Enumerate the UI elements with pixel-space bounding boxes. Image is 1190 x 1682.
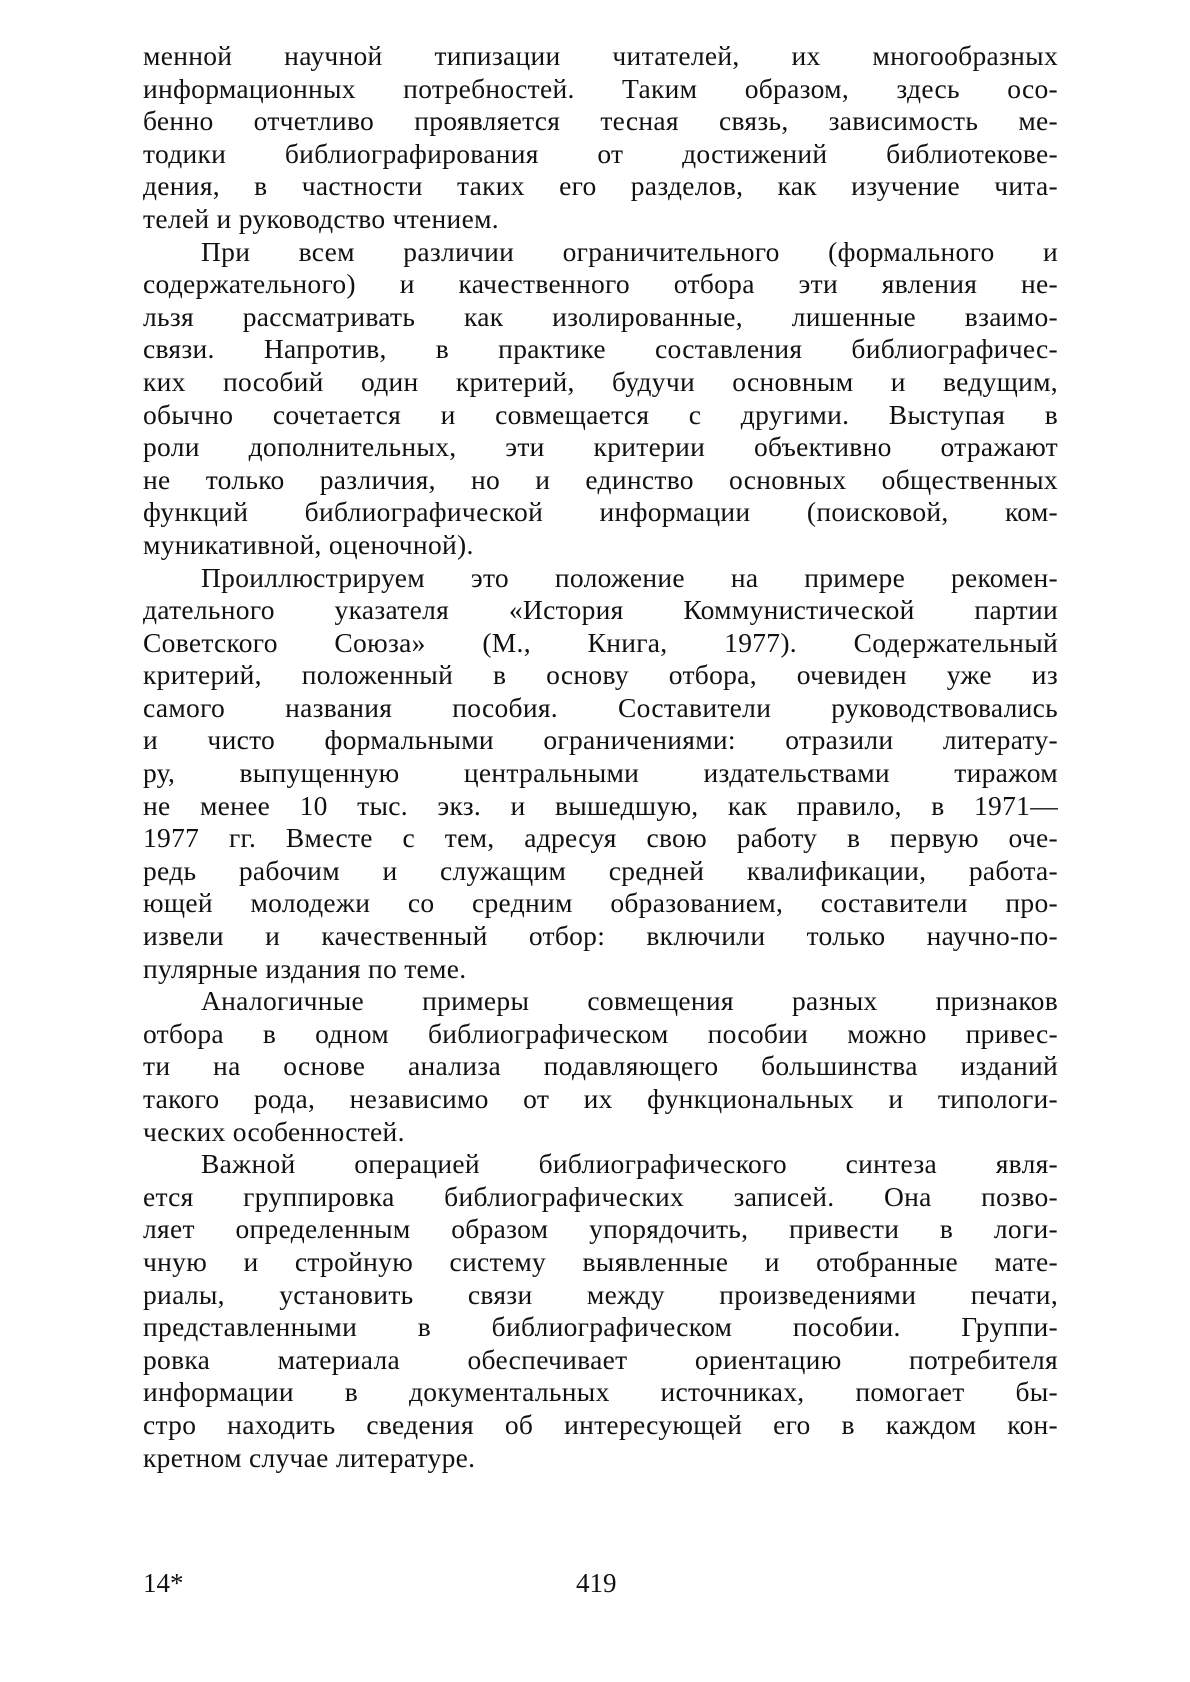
text-line: тодики библиографирования от достижений библиотекове- bbox=[143, 137, 1058, 169]
paragraph bbox=[143, 985, 1058, 1148]
signature-mark: 14* bbox=[143, 1568, 184, 1598]
page-number: 419 bbox=[576, 1568, 617, 1598]
text-line: дения, в частности таких его разделов, как изучение чита- bbox=[143, 170, 1058, 202]
text-line: ческих особенностей. bbox=[143, 1115, 405, 1147]
paragraph bbox=[143, 562, 1058, 986]
text-line: такого рода, независимо от их функциональных и типологи- bbox=[143, 1083, 1058, 1114]
text-line: роли дополнительных, эти критерии объективно отражают bbox=[143, 431, 1058, 463]
text-line: не только различия, но и единство основных общественных bbox=[143, 463, 1058, 495]
paragraph bbox=[143, 236, 1058, 562]
text-line: кретном случае литературе. bbox=[143, 1441, 476, 1473]
text-line: бенно отчетливо проявляется тесная связь, зависимость ме- bbox=[143, 105, 1058, 137]
text-line: Советского Союза» (М., Книга, 1977). Содержательный bbox=[143, 626, 1058, 658]
text-line: самого названия пособия. Составители руководствовались bbox=[143, 691, 1058, 723]
text-line: ру, выпущенную центральными издательствами тиражом bbox=[143, 757, 1058, 789]
text-line: менной научной типизации читателей, их многообразных bbox=[143, 40, 1058, 71]
text-line: и чисто формальными ограничениями: отразили литерату- bbox=[143, 724, 1058, 756]
text-line: Важной операцией библиографического синтеза явля- bbox=[201, 1148, 1058, 1180]
text-line: связи. Напротив, в практике составления библиографичес- bbox=[143, 333, 1058, 365]
paragraph bbox=[143, 40, 1058, 236]
text-line: ляет определенным образом упорядочить, привести в логи- bbox=[143, 1213, 1058, 1245]
text-line: дательного указателя «История Коммунистической партии bbox=[143, 594, 1058, 626]
text-line: извели и качественный отбор: включили только научно-по- bbox=[143, 920, 1058, 952]
text-line: ется группировка библиографических записей. Она позво- bbox=[143, 1180, 1058, 1212]
text-line: не менее 10 тыс. экз. и вышедшую, как правило, в 1971— bbox=[143, 789, 1058, 821]
text-line: льзя рассматривать как изолированные, лишенные взаимо- bbox=[143, 300, 1058, 332]
text-line: чную и стройную систему выявленные и отобранные мате- bbox=[143, 1245, 1058, 1277]
text-line: При всем различии ограничительного (формального и bbox=[201, 235, 1058, 267]
paragraph bbox=[143, 1148, 1058, 1474]
text-line: информационных потребностей. Таким образом, здесь осо- bbox=[143, 72, 1058, 104]
text-line: содержательного) и качественного отбора эти явления не- bbox=[143, 268, 1058, 300]
text-line: функций библиографической информации (поисковой, ком- bbox=[143, 496, 1058, 528]
text-line: редь рабочим и служащим средней квалификации, работа- bbox=[143, 854, 1058, 886]
text-line: муникативной, оценочной). bbox=[143, 528, 474, 560]
text-line: отбора в одном библиографическом пособии можно привес- bbox=[143, 1017, 1058, 1049]
body-text bbox=[143, 40, 1058, 1474]
text-line: представленными в библиографическом пособии. Группи- bbox=[143, 1311, 1058, 1343]
text-line: ти на основе анализа подавляющего большинства изданий bbox=[143, 1050, 1058, 1082]
text-line: ких пособий один критерий, будучи основным и ведущим, bbox=[143, 365, 1058, 397]
text-line: информации в документальных источниках, помогает бы- bbox=[143, 1376, 1058, 1408]
text-line: ровка материала обеспечивает ориентацию потребителя bbox=[143, 1343, 1058, 1375]
text-line: Проиллюстрируем это положение на примере рекомен- bbox=[201, 561, 1058, 593]
text-line: стро находить сведения об интересующей его в каждом кон- bbox=[143, 1408, 1058, 1440]
text-line: 1977 гг. Вместе с тем, адресуя свою работу в первую оче- bbox=[143, 822, 1058, 854]
text-line: Аналогичные примеры совмещения разных признаков bbox=[201, 985, 1058, 1017]
text-line: ющей молодежи со средним образованием, составители про- bbox=[143, 887, 1058, 919]
text-line: телей и руководство чтением. bbox=[143, 202, 499, 234]
text-line: критерий, положенный в основу отбора, очевиден уже из bbox=[143, 659, 1058, 691]
text-line: риалы, установить связи между произведениями печати, bbox=[143, 1278, 1058, 1310]
text-line: обычно сочетается и совмещается с другими. Выступая в bbox=[143, 398, 1058, 430]
text-line: пулярные издания по теме. bbox=[143, 952, 467, 984]
